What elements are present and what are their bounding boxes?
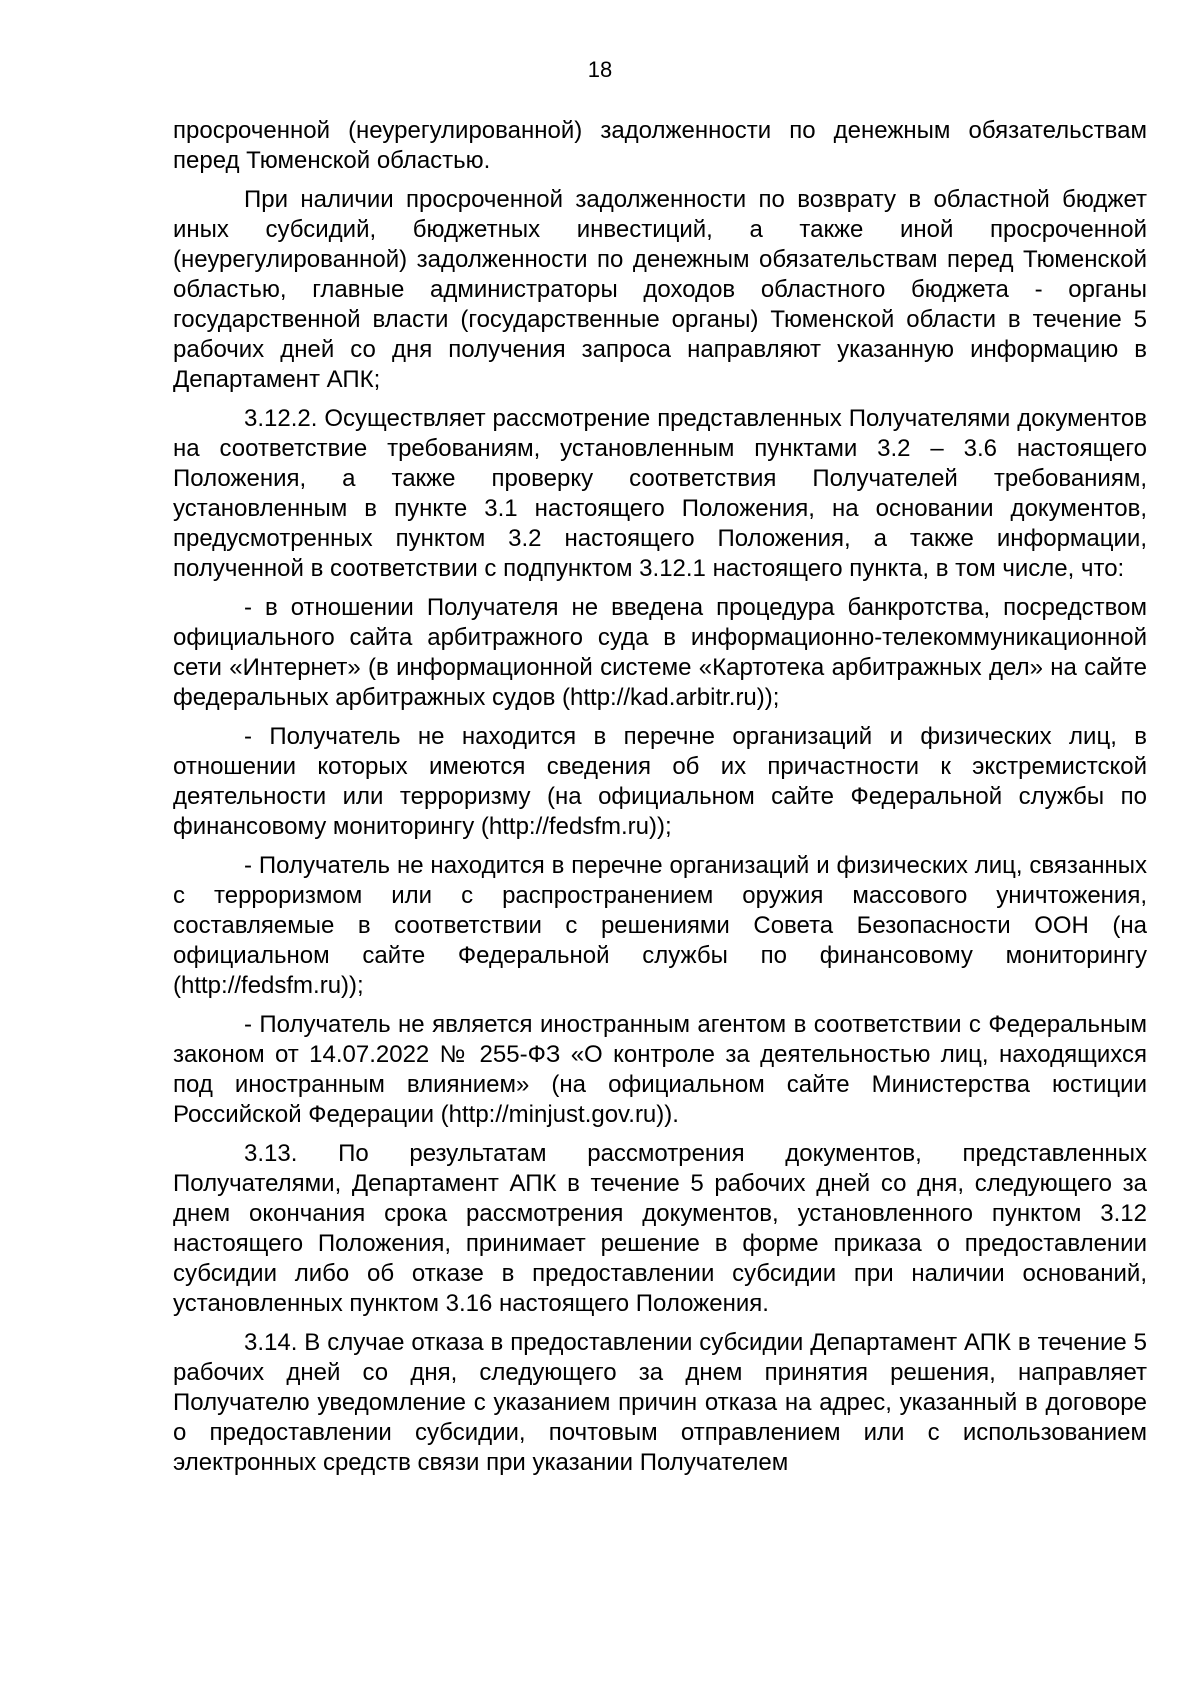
document-body (173, 116, 1147, 1487)
paragraph-3-14: 3.14. В случае отказа в предоставлении субсидии Департамент АПК в течение 5 рабочих дней со дня, следующего за днем принятия решения, направляет Получателю уведомление с указанием причин отказа на адрес, указанный в договоре о предоставлении субсидии, почтовым отправлением или с использованием электронных средств связи при указании Получателем (173, 1329, 1147, 1476)
paragraph-extremism-check: - Получатель не находится в перечне организаций и физических лиц, в отношении которых имеются сведения об их причастности к экстремистской деятельности или терроризму (на официальном сайте Федеральной службы по финансовому мониторингу (http://fedsfm.ru)); (173, 723, 1147, 840)
page-number: 18 (587, 57, 613, 82)
paragraph-3-13: 3.13. По результатам рассмотрения документов, представленных Получателями, Департамент АПК в течение 5 рабочих дней со дня, следующего за днем окончания срока рассмотрения документов, установленного пунктом 3.12 настоящего Положения, принимает решение в форме приказа о предоставлении субсидии либо об отказе в предоставлении субсидии при наличии оснований, установленных пунктом 3.16 настоящего Положения. (173, 1140, 1147, 1317)
paragraph-bankruptcy-check: - в отношении Получателя не введена процедура банкротства, посредством официального сайта арбитражного суда в информационно-телекоммуникационной сети «Интернет» (в информационной системе «Картотека арбитражных дел» на сайте федеральных арбитражных судов (http://kad.arbitr.ru)); (173, 594, 1147, 711)
paragraph-foreign-agent-check: - Получатель не является иностранным агентом в соответствии с Федеральным законом от 14.07.2022 № 255-ФЗ «О контроле за деятельностью лиц, находящихся под иностранным влиянием» (на официальном сайте Министерства юстиции Российской Федерации (http://minjust.gov.ru)). (173, 1011, 1147, 1128)
paragraph-wmd-check: - Получатель не находится в перечне организаций и физических лиц, связанных с терроризмом или с распространением оружия массового уничтожения, составляемые в соответствии с решениями Совета Безопасности ООН (на официальном сайте Федеральной службы по финансовому мониторингу (http://fedsfm.ru)); (173, 852, 1147, 999)
paragraph-3-12-2: 3.12.2. Осуществляет рассмотрение представленных Получателями документов на соответствие требованиям, установленным пунктами 3.2 – 3.6 настоящего Положения, а также проверку соответствия Получателей требованиям, установленным в пункте 3.1 настоящего Положения, на основании документов, предусмотренных пунктом 3.2 настоящего Положения, а также информации, полученной в соответствии с подпунктом 3.12.1 настоящего пункта, в том числе, что: (173, 405, 1147, 582)
paragraph-overdue-debt: При наличии просроченной задолженности по возврату в областной бюджет иных субсидий, бюджетных инвестиций, а также иной просроченной (неурегулированной) задолженности по денежным обязательствам перед Тюменской областью, главные администраторы доходов областного бюджета - органы государственной власти (государственные органы) Тюменской области в течение 5 рабочих дней со дня получения запроса направляют указанную информацию в Департамент АПК; (173, 186, 1147, 393)
paragraph-continuation: просроченной (неурегулированной) задолженности по денежным обязательствам перед Тюменской областью. (173, 117, 1147, 174)
